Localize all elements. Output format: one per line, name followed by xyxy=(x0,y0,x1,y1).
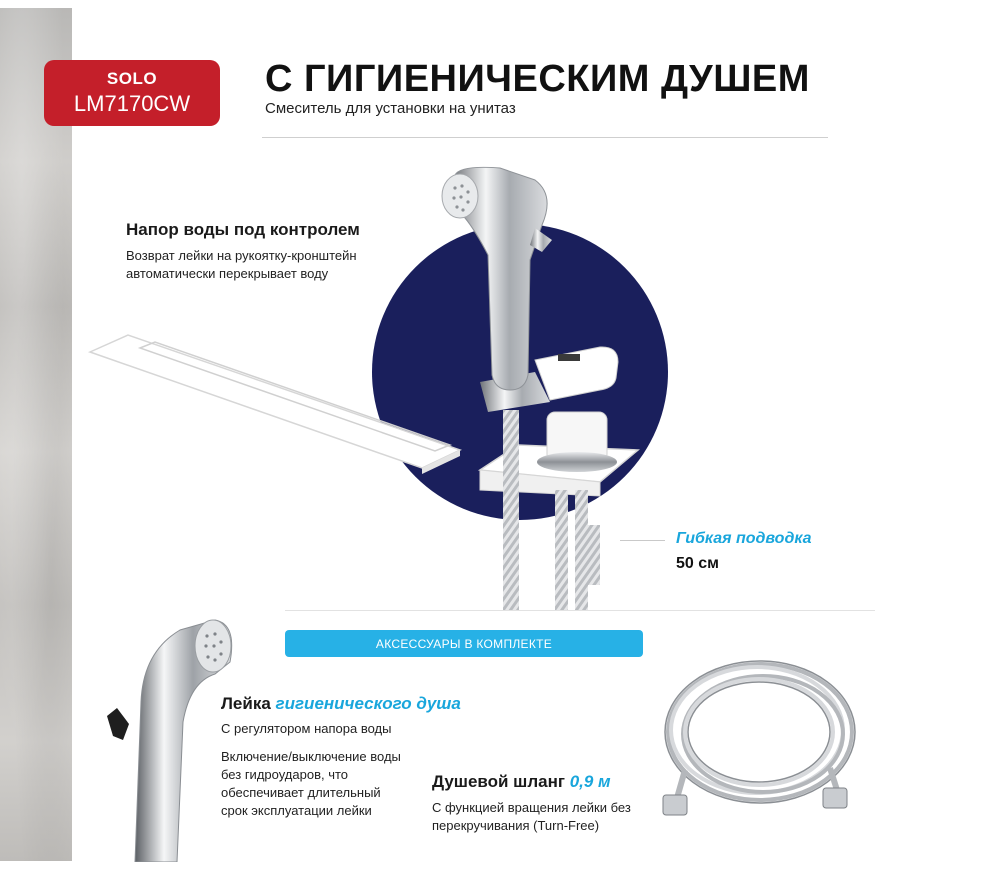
shower-hose-title-accent: 0,9 м xyxy=(569,772,611,791)
shower-hose-braided xyxy=(503,410,519,610)
sprayer-title-main: Лейка xyxy=(221,694,276,713)
badge-series: SOLO xyxy=(106,69,158,88)
sprayer-title xyxy=(221,694,461,714)
feature-text: Возврат лейки на рукоятку-кронштейн автоматически перекрывает воду xyxy=(126,248,357,281)
stone-texture-strip xyxy=(0,8,72,861)
sprayer-illustration xyxy=(95,612,235,862)
connection-length: 50 см xyxy=(676,555,719,572)
supply-hose-right xyxy=(575,490,588,610)
shower-hose-title-main: Душевой шланг xyxy=(432,772,570,791)
badge-model: LM7170CW xyxy=(73,91,191,116)
connection-label: Гибкая подводка xyxy=(676,530,812,547)
connection-callout-line xyxy=(620,540,665,541)
page-subtitle: Смеситель для установки на унитаз xyxy=(265,100,516,117)
accessories-bar: АКСЕССУАРЫ В КОМПЛЕКТЕ xyxy=(285,630,643,657)
shower-hose-title xyxy=(432,772,611,792)
section-divider xyxy=(285,610,875,611)
feature-title: Напор воды под контролем xyxy=(126,220,360,239)
coiled-hose-illustration xyxy=(655,650,860,825)
product-illustration xyxy=(80,150,680,610)
model-badge xyxy=(44,60,220,126)
sprayer-text: Включение/выключение воды без гидроударов, что обеспечивает длительный срок эксплуатации лейки xyxy=(221,749,401,818)
supply-hose-left xyxy=(555,490,568,610)
sprayer-title-accent: гигиенического душа xyxy=(275,694,461,713)
sprayer-subtitle: С регулятором напора воды xyxy=(221,721,392,736)
shower-hose-text: С функцией вращения лейки без перекручивания (Turn-Free) xyxy=(432,800,631,833)
page-title: С ГИГИЕНИЧЕСКИМ ДУШЕМ xyxy=(265,58,810,100)
header-divider xyxy=(262,137,828,138)
